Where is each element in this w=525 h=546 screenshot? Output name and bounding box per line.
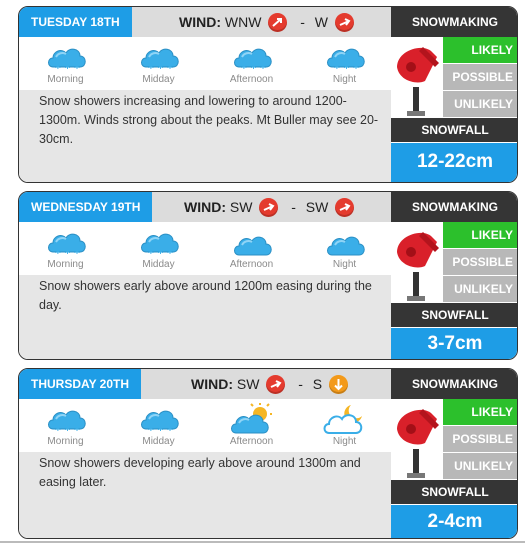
svg-text:* * *: * * * — [55, 62, 80, 73]
snow-cloud-icon — [323, 41, 367, 73]
wind-arrow-icon — [335, 13, 354, 32]
snow-panel — [391, 192, 518, 359]
snow-gun-icon — [391, 399, 443, 479]
forecast-description: Snow showers increasing and lowering to around 1200-1300m. Winds strong about the peaks. Mt Buller may see 20-30cm. — [19, 90, 391, 182]
period-row — [19, 399, 391, 452]
snow-cloud-icon — [137, 41, 181, 73]
period-label: Midday — [142, 259, 175, 270]
wind-arrow-icon — [335, 198, 354, 217]
wind-arrow-icon — [259, 198, 278, 217]
svg-text:* * *: * * * — [55, 424, 80, 435]
wind-arrow-icon — [266, 375, 285, 394]
snowmaking-level-likely: LIKELY — [443, 222, 518, 248]
period-label: Night — [332, 259, 357, 270]
period-label: Afternoon — [229, 436, 274, 447]
svg-text:* * *: * * * — [241, 62, 266, 73]
period-row — [19, 222, 391, 275]
snowfall-amount: 3-7cm — [391, 328, 518, 359]
period-midday — [112, 222, 205, 275]
snowfall-amount: 12-22cm — [391, 143, 518, 182]
cloud-icon — [230, 226, 274, 258]
snowmaking-level-likely: LIKELY — [443, 399, 518, 425]
day-label: THURSDAY 20TH — [19, 369, 141, 399]
period-label: Morning — [47, 259, 84, 270]
snowmaking-level-likely: LIKELY — [443, 37, 518, 63]
snow-panel — [391, 369, 518, 538]
cloud-moon-icon — [323, 403, 367, 435]
snow-cloud-icon — [44, 41, 88, 73]
forecast-day-card — [18, 6, 518, 183]
snowfall-title: SNOWFALL — [391, 303, 518, 327]
wind-separator: - — [291, 199, 296, 215]
svg-text:* * *: * * * — [148, 62, 173, 73]
snowmaking-level-possible: POSSIBLE — [443, 426, 518, 452]
wind-from-direction: SW — [236, 376, 260, 392]
period-label: Morning — [47, 436, 84, 447]
period-afternoon — [205, 399, 298, 452]
period-label: Midday — [142, 436, 175, 447]
svg-text:* * *: * * * — [55, 247, 80, 258]
period-midday — [112, 37, 205, 90]
svg-text:* * *: * * * — [148, 424, 173, 435]
snowmaking-level-unlikely: UNLIKELY — [443, 91, 518, 117]
snow-cloud-icon — [230, 41, 274, 73]
wind-summary — [179, 7, 357, 37]
snow-cloud-icon — [137, 403, 181, 435]
period-morning — [19, 399, 112, 452]
wind-from-direction: WNW — [224, 14, 262, 30]
period-label: Morning — [47, 74, 84, 85]
snowmaking-title: SNOWMAKING — [391, 7, 518, 37]
snow-gun-icon — [391, 37, 443, 117]
wind-label: WIND: — [191, 376, 233, 392]
period-label: Night — [332, 436, 357, 447]
cloud-icon — [323, 226, 367, 258]
day-header — [19, 192, 391, 222]
wind-arrow-icon — [268, 13, 287, 32]
snow-cloud-icon — [137, 226, 181, 258]
period-afternoon — [205, 37, 298, 90]
wind-separator: - — [300, 14, 305, 30]
snowfall-title: SNOWFALL — [391, 118, 518, 142]
snowmaking-title: SNOWMAKING — [391, 369, 518, 399]
period-midday — [112, 399, 205, 452]
snow-cloud-icon — [44, 403, 88, 435]
day-header — [19, 7, 391, 37]
snowmaking-level-unlikely: UNLIKELY — [443, 276, 518, 302]
period-night — [298, 37, 391, 90]
period-night — [298, 399, 391, 452]
day-label: WEDNESDAY 19TH — [19, 192, 152, 222]
svg-text:* * *: * * * — [334, 62, 359, 73]
forecast-day-card — [18, 368, 518, 539]
wind-separator: - — [298, 376, 303, 392]
snow-cloud-icon — [44, 226, 88, 258]
svg-text:* * *: * * * — [148, 247, 173, 258]
period-label: Afternoon — [229, 74, 274, 85]
forecast-description: Snow showers early above around 1200m easing during the day. — [19, 275, 391, 359]
cloud-sun-icon — [230, 403, 274, 435]
wind-label: WIND: — [184, 199, 226, 215]
period-morning — [19, 222, 112, 275]
snowmaking-level-possible: POSSIBLE — [443, 249, 518, 275]
period-label: Night — [332, 74, 357, 85]
wind-summary — [184, 192, 357, 222]
snowmaking-level-possible: POSSIBLE — [443, 64, 518, 90]
snowfall-title: SNOWFALL — [391, 480, 518, 504]
snow-gun-icon — [391, 222, 443, 302]
wind-summary — [191, 369, 351, 399]
wind-from-direction: SW — [229, 199, 253, 215]
snowmaking-title: SNOWMAKING — [391, 192, 518, 222]
page-divider — [0, 541, 525, 543]
wind-to-direction: SW — [305, 199, 329, 215]
period-morning — [19, 37, 112, 90]
snowmaking-level-unlikely: UNLIKELY — [443, 453, 518, 479]
wind-to-direction: S — [312, 376, 323, 392]
period-night — [298, 222, 391, 275]
period-label: Midday — [142, 74, 175, 85]
wind-arrow-icon — [329, 375, 348, 394]
period-afternoon — [205, 222, 298, 275]
period-label: Afternoon — [229, 259, 274, 270]
day-header — [19, 369, 391, 399]
forecast-day-card — [18, 191, 518, 360]
period-row — [19, 37, 391, 90]
wind-label: WIND: — [179, 14, 221, 30]
snowfall-amount: 2-4cm — [391, 505, 518, 538]
wind-to-direction: W — [314, 14, 328, 30]
day-label: TUESDAY 18TH — [19, 7, 132, 37]
snow-panel — [391, 7, 518, 182]
forecast-description: Snow showers developing early above around 1300m and easing later. — [19, 452, 391, 538]
